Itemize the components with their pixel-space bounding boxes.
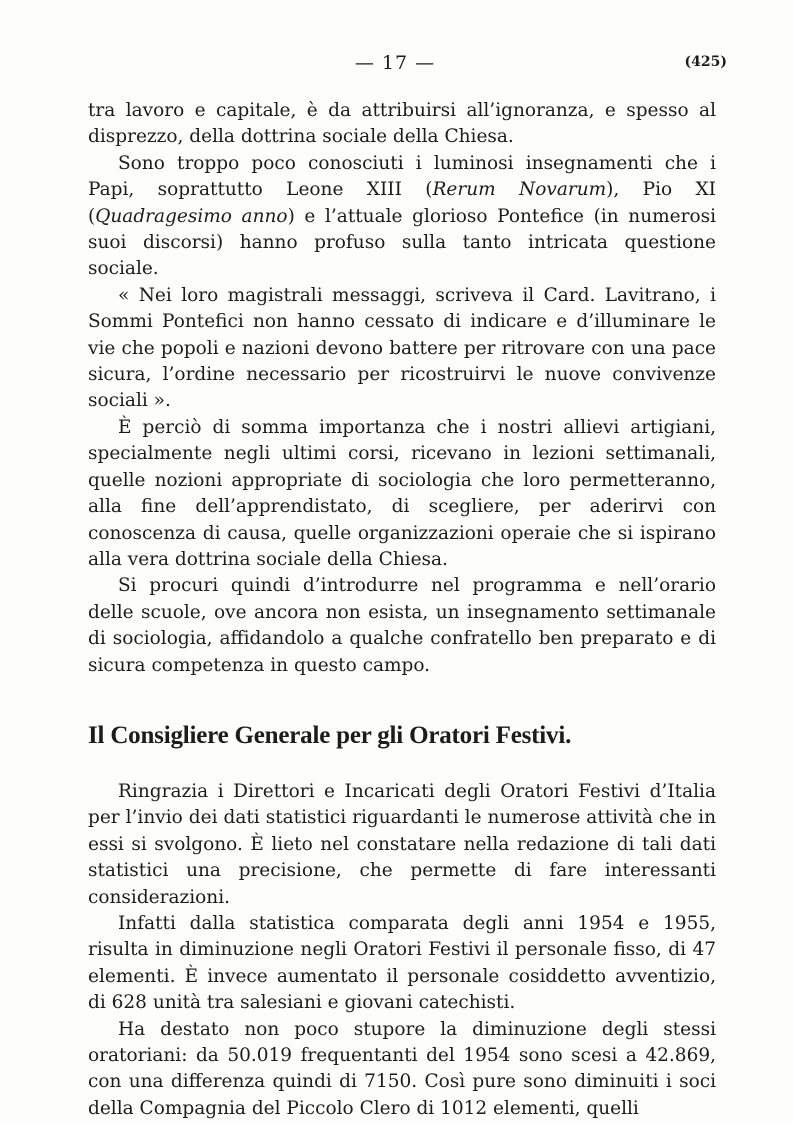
encyclical-title: Quadragesimo anno (95, 205, 288, 227)
document-body (88, 98, 716, 1122)
text-run: Sono troppo poco conosciuti i luminosi insegnamenti che i Papi, soprattutto Leone XIII ( (88, 152, 716, 201)
section-heading: Il Consigliere Generale per gli Oratori Festivi. (88, 721, 572, 749)
text-run: ) e l’attuale glorioso Pontefice (in numerosi suoi discorsi) hanno profuso sulla tanto intricata questione sociale. (88, 205, 716, 280)
paragraph-program: Si procuri quindi d’introdurre nel programma e nell’orario delle scuole, ove ancora non esista, un insegnamento settimanale di sociologia, affidandolo a qualche confratello ben preparato e di sicura competenza in questo campo. (88, 575, 716, 676)
paragraph-thanks: Ringrazia i Direttori e Incaricati degli Oratori Festivi d’Italia per l’invio dei dati statistici riguardanti le numerose attività che in essi si svolgono. È lieto nel constatare nella redazione di tali dati statistici una precisione, che permette di fare interessanti considerazioni. (88, 780, 716, 908)
paragraph-quotation: « Nei loro magistrali messaggi, scriveva il Card. Lavitrano, i Sommi Pontefici non hanno cessato di indicare e d’illuminare le vie che popoli e nazioni devono battere per ritrovare con una pace sicura, l’ordine necessario per ricostruirvi le nuove convivenze sociali ». (88, 284, 716, 412)
text-run: ), Pio XI ( (88, 179, 716, 227)
paragraph-continuation: tra lavoro e capitale, è da attribuirsi all’ignoranza, e spesso al disprezzo, della dottrina sociale della Chiesa. (88, 100, 716, 148)
paragraph-statistics: Infatti dalla statistica comparata degli anni 1954 e 1955, risulta in diminuzione negli Oratori Festivi il personale fisso, di 47 elementi. È invece aumentato il personale cosiddetto avventizio, di 628 unità tra salesiani e giovani catechisti. (88, 912, 716, 1014)
paragraph-papal-teachings (88, 151, 716, 283)
encyclical-title: Rerum Novarum (432, 179, 607, 201)
page-reference-number: (425) (684, 54, 727, 70)
page-header (0, 52, 793, 76)
paragraph-decrease: Ha destato non poco stupore la diminuzione degli stessi oratoriani: da 50.019 frequentanti del 1954 sono scesi a 42.869, con una differenza quindi di 7150. Così pure sono diminuiti i soci della Compagnia del Piccolo Clero di 1012 elementi, quelli (88, 1018, 716, 1119)
paragraph-importance: È perciò di somma importanza che i nostri allievi artigiani, specialmente negli ultimi corsi, ricevano in lezioni settimanali, quelle nozioni appropriate di sociologia che loro permetteranno, alla fine dell’apprendistato, di scegliere, per aderirvi con conoscenza di causa, quelle organizzazioni operaie che si ispirano alla vera dottrina sociale della Chiesa. (88, 416, 716, 570)
page-number: — 17 — (354, 52, 436, 74)
